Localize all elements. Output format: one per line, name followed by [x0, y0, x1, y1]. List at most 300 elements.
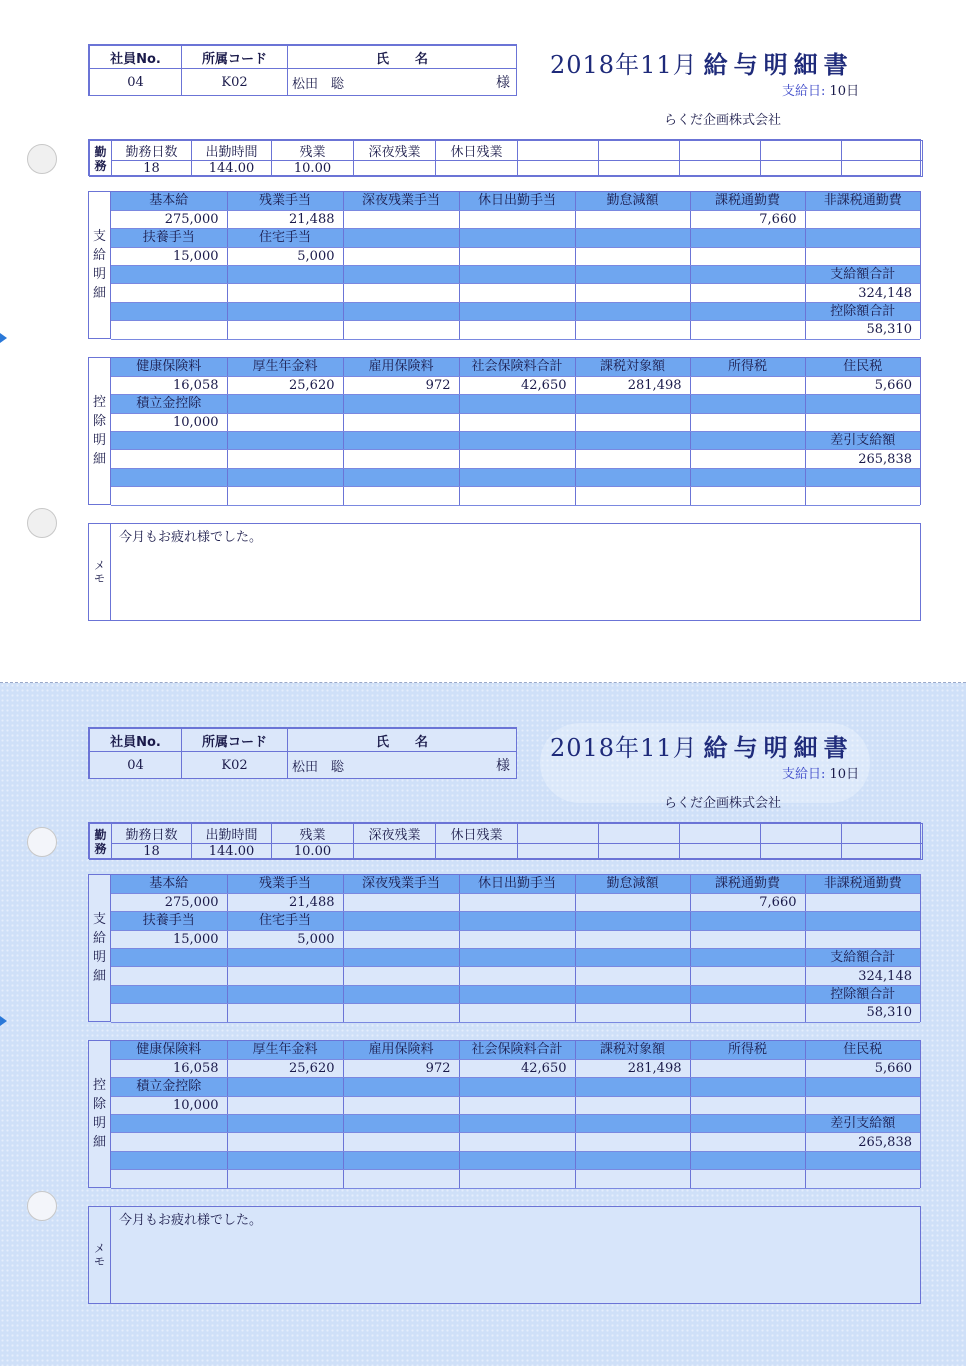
deduction-row	[111, 487, 920, 505]
payment-cell	[227, 302, 343, 320]
attendance-header-cell: 残業	[272, 141, 354, 161]
payment-cell: 深夜残業手当	[343, 875, 459, 893]
deduction-row	[111, 413, 920, 431]
payment-cell: 21,488	[227, 210, 343, 228]
deduction-cell	[111, 1170, 227, 1188]
payment-cell	[575, 912, 690, 930]
deduction-cell	[459, 487, 575, 505]
name-label: 氏 名	[288, 729, 517, 752]
memo-text: 今月もお疲れ様でした。	[119, 530, 263, 545]
payment-side-char: 支	[92, 912, 106, 927]
deduction-cell	[343, 487, 459, 505]
payment-detail-table	[88, 874, 921, 1022]
deduction-cell	[690, 487, 805, 505]
deduction-cell	[575, 413, 690, 431]
document-title	[550, 728, 854, 763]
attendance-value-cell: 10.00	[272, 844, 354, 860]
deduction-cell: 積立金控除	[111, 1078, 227, 1096]
payday-value: 10日	[829, 84, 860, 99]
deduction-cell	[575, 1170, 690, 1188]
attendance-header-cell: 勤務日数	[112, 141, 192, 161]
emp-no-value: 04	[90, 752, 182, 779]
payment-cell	[690, 949, 805, 967]
payment-cell	[343, 302, 459, 320]
attendance-header-cell	[518, 824, 599, 844]
payment-cell: 残業手当	[227, 192, 343, 210]
payment-row	[111, 893, 920, 911]
deduction-side-char: 控	[92, 395, 106, 410]
payment-cell: 深夜残業手当	[343, 192, 459, 210]
payment-cell	[343, 321, 459, 339]
payment-cell	[343, 266, 459, 284]
attendance-value-cell	[518, 161, 599, 177]
dept-code-label: 所属コード	[182, 729, 288, 752]
deduction-cell	[111, 450, 227, 468]
deduction-cell	[575, 468, 690, 486]
attendance-header-cell	[761, 141, 842, 161]
payment-cell	[459, 229, 575, 247]
payment-cell	[459, 1004, 575, 1022]
payment-row	[111, 875, 920, 893]
deduction-side-label	[89, 1041, 111, 1187]
payment-cell	[575, 967, 690, 985]
memo-side-char: モ	[94, 572, 105, 585]
deduction-cell	[227, 395, 343, 413]
deduction-cell	[805, 1078, 920, 1096]
deduction-cell	[575, 1115, 690, 1133]
deduction-row	[111, 450, 920, 468]
deduction-cell: 社会保険料合計	[459, 358, 575, 376]
punch-hole	[27, 1191, 57, 1221]
payment-side-char: 給	[92, 248, 106, 263]
employee-name-cell	[288, 69, 517, 96]
fold-mark-icon	[0, 1016, 7, 1026]
deduction-detail-table	[88, 357, 921, 505]
deduction-cell: 課税対象額	[575, 1041, 690, 1059]
payment-row	[111, 912, 920, 930]
attendance-value-cell: 18	[112, 161, 192, 177]
payment-side-char: 細	[92, 969, 106, 984]
payment-cell	[805, 247, 920, 265]
payment-cell	[459, 284, 575, 302]
attendance-header-cell: 出勤時間	[192, 824, 272, 844]
title-period: 2018年11月	[550, 51, 698, 79]
deduction-cell: 住民税	[805, 358, 920, 376]
deduction-cell: 5,660	[805, 376, 920, 394]
payment-cell: 住宅手当	[227, 229, 343, 247]
emp-no-label: 社員No.	[90, 46, 182, 69]
deduction-cell: 25,620	[227, 376, 343, 394]
payment-side-char: 細	[92, 286, 106, 301]
payment-row	[111, 210, 920, 228]
payment-cell	[690, 302, 805, 320]
payday-label: 支給日:	[782, 84, 826, 99]
payment-side-label	[89, 192, 111, 338]
payment-cell	[227, 321, 343, 339]
deduction-side-char: 細	[92, 452, 106, 467]
emp-no-value: 04	[90, 69, 182, 96]
payment-cell: 基本給	[111, 192, 227, 210]
deduction-cell: 積立金控除	[111, 395, 227, 413]
payment-cell	[227, 266, 343, 284]
payment-cell	[343, 949, 459, 967]
payment-cell	[111, 321, 227, 339]
payment-cell: 275,000	[111, 893, 227, 911]
deduction-cell	[227, 1078, 343, 1096]
deduction-cell	[459, 432, 575, 450]
attendance-value-cell: 18	[112, 844, 192, 860]
attendance-value-cell	[761, 844, 842, 860]
deduction-cell	[227, 450, 343, 468]
deduction-cell	[575, 1151, 690, 1169]
attendance-table	[88, 822, 921, 859]
deduction-cell	[343, 1078, 459, 1096]
deduction-cell	[690, 1096, 805, 1114]
deduction-cell	[690, 1115, 805, 1133]
deduction-row	[111, 1041, 920, 1059]
deduction-cell: 健康保険料	[111, 1041, 227, 1059]
deduction-cell	[690, 376, 805, 394]
memo-box	[88, 523, 921, 621]
deduction-cell: 雇用保険料	[343, 358, 459, 376]
payment-cell: 住宅手当	[227, 912, 343, 930]
deduction-cell: 厚生年金料	[227, 358, 343, 376]
payment-row	[111, 967, 920, 985]
memo-side-label	[89, 524, 111, 620]
payment-cell: 58,310	[805, 321, 920, 339]
payment-cell	[111, 949, 227, 967]
deduction-cell	[690, 450, 805, 468]
payment-cell: 58,310	[805, 1004, 920, 1022]
payment-cell	[690, 266, 805, 284]
payment-cell	[805, 210, 920, 228]
deduction-cell	[343, 450, 459, 468]
fold-mark-icon	[0, 333, 7, 343]
deduction-cell	[575, 432, 690, 450]
deduction-cell: 265,838	[805, 450, 920, 468]
payment-cell	[690, 930, 805, 948]
deduction-row	[111, 1170, 920, 1188]
deduction-cell	[459, 413, 575, 431]
payment-cell: 15,000	[111, 247, 227, 265]
attendance-header-cell	[842, 141, 923, 161]
dept-code-value: K02	[182, 69, 288, 96]
deduction-cell: 社会保険料合計	[459, 1041, 575, 1059]
deduction-cell	[459, 468, 575, 486]
deduction-side-char: 明	[92, 433, 106, 448]
payment-cell	[343, 284, 459, 302]
attendance-value-cell	[599, 161, 680, 177]
deduction-cell: 265,838	[805, 1133, 920, 1151]
payment-row	[111, 321, 920, 339]
payment-cell	[343, 229, 459, 247]
deduction-row	[111, 395, 920, 413]
payment-cell: 基本給	[111, 875, 227, 893]
attendance-value-cell	[842, 844, 923, 860]
deduction-cell	[575, 1133, 690, 1151]
deduction-cell	[690, 1133, 805, 1151]
payment-cell	[111, 1004, 227, 1022]
payment-cell	[459, 930, 575, 948]
attendance-header-cell: 出勤時間	[192, 141, 272, 161]
deduction-cell	[575, 487, 690, 505]
payment-row	[111, 302, 920, 320]
deduction-cell	[805, 1096, 920, 1114]
payment-row	[111, 266, 920, 284]
memo-text: 今月もお疲れ様でした。	[119, 1213, 263, 1228]
payday	[782, 80, 859, 99]
punch-hole	[27, 144, 57, 174]
title-period: 2018年11月	[550, 734, 698, 762]
payment-cell	[575, 930, 690, 948]
deduction-cell	[227, 413, 343, 431]
deduction-cell: 5,660	[805, 1059, 920, 1077]
deduction-cell	[459, 1151, 575, 1169]
honorific: 様	[496, 75, 510, 91]
deduction-cell	[343, 1115, 459, 1133]
attendance-header-cell	[761, 824, 842, 844]
payment-cell: 残業手当	[227, 875, 343, 893]
deduction-cell	[227, 468, 343, 486]
payment-row	[111, 1004, 920, 1022]
payment-cell	[690, 1004, 805, 1022]
attendance-header-cell: 深夜残業	[354, 824, 436, 844]
deduction-row	[111, 432, 920, 450]
deduction-cell: 住民税	[805, 1041, 920, 1059]
payment-cell	[343, 985, 459, 1003]
deduction-cell	[343, 468, 459, 486]
attendance-value-cell	[761, 161, 842, 177]
deduction-cell	[690, 1170, 805, 1188]
document-title	[550, 45, 854, 80]
deduction-cell	[575, 1078, 690, 1096]
deduction-cell: 25,620	[227, 1059, 343, 1077]
payment-cell	[343, 893, 459, 911]
payment-row	[111, 930, 920, 948]
payment-cell	[459, 985, 575, 1003]
deduction-cell	[459, 1115, 575, 1133]
payment-cell: 21,488	[227, 893, 343, 911]
deduction-cell	[111, 432, 227, 450]
payment-cell: 324,148	[805, 967, 920, 985]
attendance-header-cell	[599, 824, 680, 844]
deduction-cell	[227, 1170, 343, 1188]
payment-cell: 休日出勤手当	[459, 192, 575, 210]
payment-cell	[343, 210, 459, 228]
payment-cell	[343, 967, 459, 985]
employee-name: 松田 聡	[292, 76, 345, 92]
deduction-cell	[459, 1096, 575, 1114]
deduction-cell	[111, 468, 227, 486]
deduction-side-label	[89, 358, 111, 504]
deduction-cell	[343, 413, 459, 431]
payment-cell	[459, 247, 575, 265]
payment-cell	[690, 284, 805, 302]
payment-row	[111, 229, 920, 247]
deduction-cell: 42,650	[459, 1059, 575, 1077]
deduction-cell: 281,498	[575, 376, 690, 394]
memo-side-char: メ	[94, 559, 105, 572]
honorific: 様	[496, 758, 510, 774]
punch-hole	[27, 508, 57, 538]
memo-side-label	[89, 1207, 111, 1303]
deduction-cell	[343, 1133, 459, 1151]
payment-cell: 15,000	[111, 930, 227, 948]
name-label: 氏 名	[288, 46, 517, 69]
payment-cell: 勤怠減額	[575, 875, 690, 893]
deduction-cell	[575, 450, 690, 468]
deduction-cell: 281,498	[575, 1059, 690, 1077]
deduction-cell	[805, 1151, 920, 1169]
payment-cell	[690, 229, 805, 247]
attendance-value-cell	[842, 161, 923, 177]
deduction-cell	[111, 1115, 227, 1133]
deduction-side-char: 控	[92, 1078, 106, 1093]
payment-row	[111, 247, 920, 265]
attendance-header-cell: 休日残業	[436, 824, 518, 844]
deduction-cell: 差引支給額	[805, 1115, 920, 1133]
payment-cell: 非課税通勤費	[805, 192, 920, 210]
payment-cell: 324,148	[805, 284, 920, 302]
attendance-header-cell: 残業	[272, 824, 354, 844]
deduction-cell: 雇用保険料	[343, 1041, 459, 1059]
payment-cell	[459, 893, 575, 911]
deduction-cell: 10,000	[111, 413, 227, 431]
deduction-cell: 厚生年金料	[227, 1041, 343, 1059]
payment-row	[111, 949, 920, 967]
payment-cell	[575, 302, 690, 320]
attendance-side-label: 勤務	[90, 824, 112, 860]
payment-cell	[575, 893, 690, 911]
punch-hole	[27, 827, 57, 857]
payment-cell	[111, 284, 227, 302]
deduction-row	[111, 358, 920, 376]
deduction-cell	[805, 468, 920, 486]
payment-cell	[343, 247, 459, 265]
payment-cell: 5,000	[227, 247, 343, 265]
payment-cell	[111, 967, 227, 985]
payment-cell	[575, 985, 690, 1003]
deduction-cell: 972	[343, 1059, 459, 1077]
attendance-value-cell	[436, 844, 518, 860]
deduction-cell	[459, 1078, 575, 1096]
payment-row	[111, 985, 920, 1003]
deduction-detail-table	[88, 1040, 921, 1188]
deduction-cell: 16,058	[111, 376, 227, 394]
memo-side-char: メ	[94, 1242, 105, 1255]
deduction-cell	[459, 1170, 575, 1188]
payment-cell	[459, 210, 575, 228]
attendance-value-cell	[436, 161, 518, 177]
attendance-value-cell	[518, 844, 599, 860]
deduction-cell	[227, 432, 343, 450]
payment-cell	[459, 302, 575, 320]
deduction-cell	[805, 1170, 920, 1188]
payment-cell: 扶養手当	[111, 229, 227, 247]
payment-cell	[111, 985, 227, 1003]
employee-name: 松田 聡	[292, 759, 345, 775]
attendance-header-cell	[842, 824, 923, 844]
payday-label: 支給日:	[782, 767, 826, 782]
deduction-cell: 差引支給額	[805, 432, 920, 450]
deduction-cell	[343, 395, 459, 413]
payment-cell	[227, 949, 343, 967]
payment-cell	[690, 321, 805, 339]
deduction-cell	[690, 1078, 805, 1096]
payment-cell	[227, 985, 343, 1003]
payment-cell	[343, 930, 459, 948]
deduction-row	[111, 1096, 920, 1114]
attendance-side-label: 勤務	[90, 141, 112, 177]
payment-cell	[805, 912, 920, 930]
deduction-cell: 42,650	[459, 376, 575, 394]
deduction-cell	[227, 1096, 343, 1114]
payment-cell	[227, 284, 343, 302]
deduction-cell	[459, 395, 575, 413]
employee-id-box	[88, 727, 517, 779]
payment-row	[111, 192, 920, 210]
attendance-value-cell	[680, 161, 761, 177]
deduction-cell: 10,000	[111, 1096, 227, 1114]
deduction-cell	[343, 1151, 459, 1169]
deduction-cell	[343, 1096, 459, 1114]
payment-cell	[459, 949, 575, 967]
payment-cell	[575, 284, 690, 302]
payment-cell	[111, 302, 227, 320]
deduction-cell	[690, 1151, 805, 1169]
perforation-line	[0, 682, 966, 683]
payment-cell: 非課税通勤費	[805, 875, 920, 893]
attendance-value-cell	[354, 844, 436, 860]
deduction-cell: 所得税	[690, 1041, 805, 1059]
deduction-cell	[227, 1115, 343, 1133]
deduction-cell	[690, 1059, 805, 1077]
payment-cell	[690, 985, 805, 1003]
deduction-cell	[227, 1151, 343, 1169]
payment-cell: 7,660	[690, 893, 805, 911]
attendance-table	[88, 139, 921, 176]
payment-cell	[575, 321, 690, 339]
attendance-header-cell: 勤務日数	[112, 824, 192, 844]
payment-cell: 支給額合計	[805, 266, 920, 284]
deduction-cell: 健康保険料	[111, 358, 227, 376]
deduction-cell	[111, 487, 227, 505]
payment-cell	[575, 229, 690, 247]
deduction-row	[111, 1078, 920, 1096]
deduction-cell: 課税対象額	[575, 358, 690, 376]
deduction-row	[111, 468, 920, 486]
deduction-cell: 16,058	[111, 1059, 227, 1077]
deduction-cell	[227, 487, 343, 505]
attendance-header-cell	[680, 824, 761, 844]
payment-row	[111, 284, 920, 302]
deduction-cell: 972	[343, 376, 459, 394]
payment-cell: 控除額合計	[805, 985, 920, 1003]
payment-cell: 275,000	[111, 210, 227, 228]
memo-side-char: モ	[94, 1255, 105, 1268]
deduction-side-char: 除	[92, 414, 106, 429]
payment-cell	[575, 266, 690, 284]
deduction-row	[111, 1133, 920, 1151]
deduction-cell	[343, 432, 459, 450]
payment-cell	[575, 247, 690, 265]
payment-cell: 勤怠減額	[575, 192, 690, 210]
deduction-cell	[690, 432, 805, 450]
payment-cell	[459, 912, 575, 930]
payday-value: 10日	[829, 767, 860, 782]
payment-cell	[227, 1004, 343, 1022]
payment-cell	[575, 210, 690, 228]
